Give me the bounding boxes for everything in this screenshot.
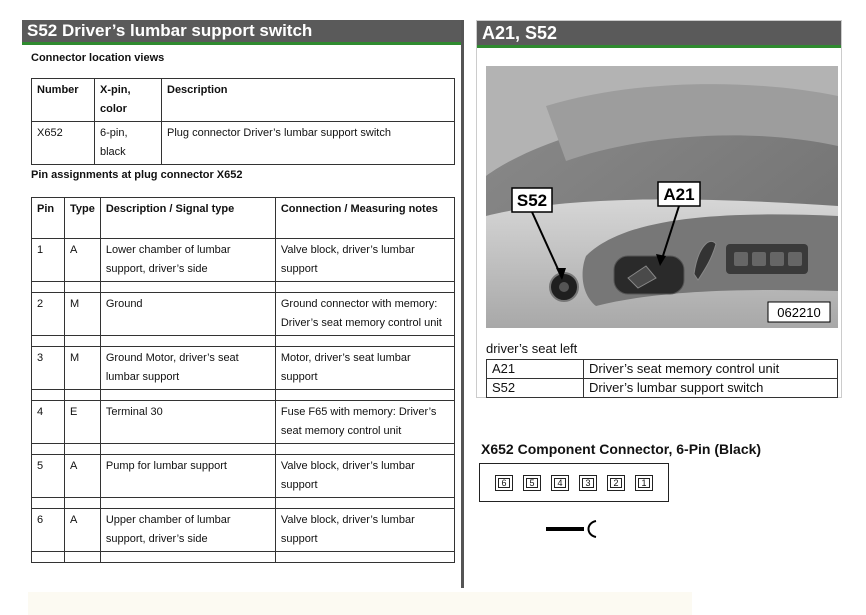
pin-table (31, 197, 455, 563)
spacer-row (32, 552, 455, 563)
legend-code: S52 (487, 379, 584, 398)
cell-number: X652 (32, 122, 95, 165)
cell-description: Plug connector Driver’s lumbar support switch (162, 122, 455, 165)
cell-xpin-color: 6-pin, black (95, 122, 162, 165)
pin-table-header (32, 198, 455, 239)
table-row (32, 401, 455, 444)
component-title: A21, S52 (477, 21, 841, 48)
pin-1: 1 (635, 475, 653, 491)
connector-diagram (479, 463, 669, 502)
connector-title: X652 Component Connector, 6-Pin (Black) (481, 441, 762, 457)
spacer-row (32, 390, 455, 401)
connector-views-label: Connector location views (31, 52, 165, 64)
document-panel (22, 20, 464, 588)
label-a21: A21 (663, 185, 695, 204)
pin-assignments-label: Pin assignments at plug connector X652 (31, 169, 243, 181)
pin-4: 4 (551, 475, 569, 491)
cell-description: Terminal 30 (100, 401, 275, 444)
table-row (32, 347, 455, 390)
table-row (487, 360, 838, 379)
pin-5: 5 (523, 475, 541, 491)
table-row (32, 455, 455, 498)
photo-caption: driver’s seat left (486, 341, 578, 356)
cell-connection: Motor, driver’s seat lumbar support (275, 347, 454, 390)
cell-pin: 1 (32, 239, 65, 282)
seat-photo (486, 66, 838, 328)
header-description: Description (162, 79, 455, 122)
cell-connection: Valve block, driver’s lumbar support (275, 509, 454, 552)
cell-description: Lower chamber of lumbar support, driver’s side (100, 239, 275, 282)
table-row (32, 239, 455, 282)
cell-type: A (65, 455, 101, 498)
image-number: 062210 (777, 305, 821, 320)
cell-connection: Valve block, driver’s lumbar support (275, 239, 454, 282)
spacer-row (32, 282, 455, 293)
legend-description: Driver’s seat memory control unit (584, 360, 838, 379)
header-description: Description / Signal type (100, 198, 275, 239)
cell-connection: Valve block, driver’s lumbar support (275, 455, 454, 498)
connector-table (31, 78, 455, 165)
document-title: S52 Driver’s lumbar support switch (22, 20, 461, 45)
cell-pin: 6 (32, 509, 65, 552)
cell-type: A (65, 509, 101, 552)
component-location-panel (476, 20, 842, 398)
cell-description: Ground (100, 293, 275, 336)
header-connection: Connection / Measuring notes (275, 198, 454, 239)
spacer-row (32, 444, 455, 455)
cell-pin: 3 (32, 347, 65, 390)
cell-pin: 5 (32, 455, 65, 498)
pin-2: 2 (607, 475, 625, 491)
spacer-row (32, 336, 455, 347)
cell-pin: 2 (32, 293, 65, 336)
cell-type: M (65, 347, 101, 390)
table-row (487, 379, 838, 398)
cell-pin: 4 (32, 401, 65, 444)
pin-6: 6 (495, 475, 513, 491)
legend-description: Driver’s lumbar support switch (584, 379, 838, 398)
header-pin: Pin (32, 198, 65, 239)
table-row (32, 122, 455, 165)
spacer-row (32, 498, 455, 509)
label-s52: S52 (516, 191, 548, 210)
legend-table (486, 359, 838, 398)
header-number: Number (32, 79, 95, 122)
cell-type: M (65, 293, 101, 336)
cell-connection: Ground connector with memory: Driver’s seat memory control unit (275, 293, 454, 336)
legend-code: A21 (487, 360, 584, 379)
cell-description: Upper chamber of lumbar support, driver’s side (100, 509, 275, 552)
cell-type: A (65, 239, 101, 282)
plug-symbol-icon (544, 518, 600, 540)
header-type: Type (65, 198, 101, 239)
table-row (32, 293, 455, 336)
connector-table-header (32, 79, 455, 122)
header-xpin-color: X-pin, color (95, 79, 162, 122)
cell-type: E (65, 401, 101, 444)
bottom-strip (28, 592, 692, 615)
cell-connection: Fuse F65 with memory: Driver’s seat memory control unit (275, 401, 454, 444)
cell-description: Pump for lumbar support (100, 455, 275, 498)
cell-description: Ground Motor, driver’s seat lumbar support (100, 347, 275, 390)
table-row (32, 509, 455, 552)
pin-3: 3 (579, 475, 597, 491)
